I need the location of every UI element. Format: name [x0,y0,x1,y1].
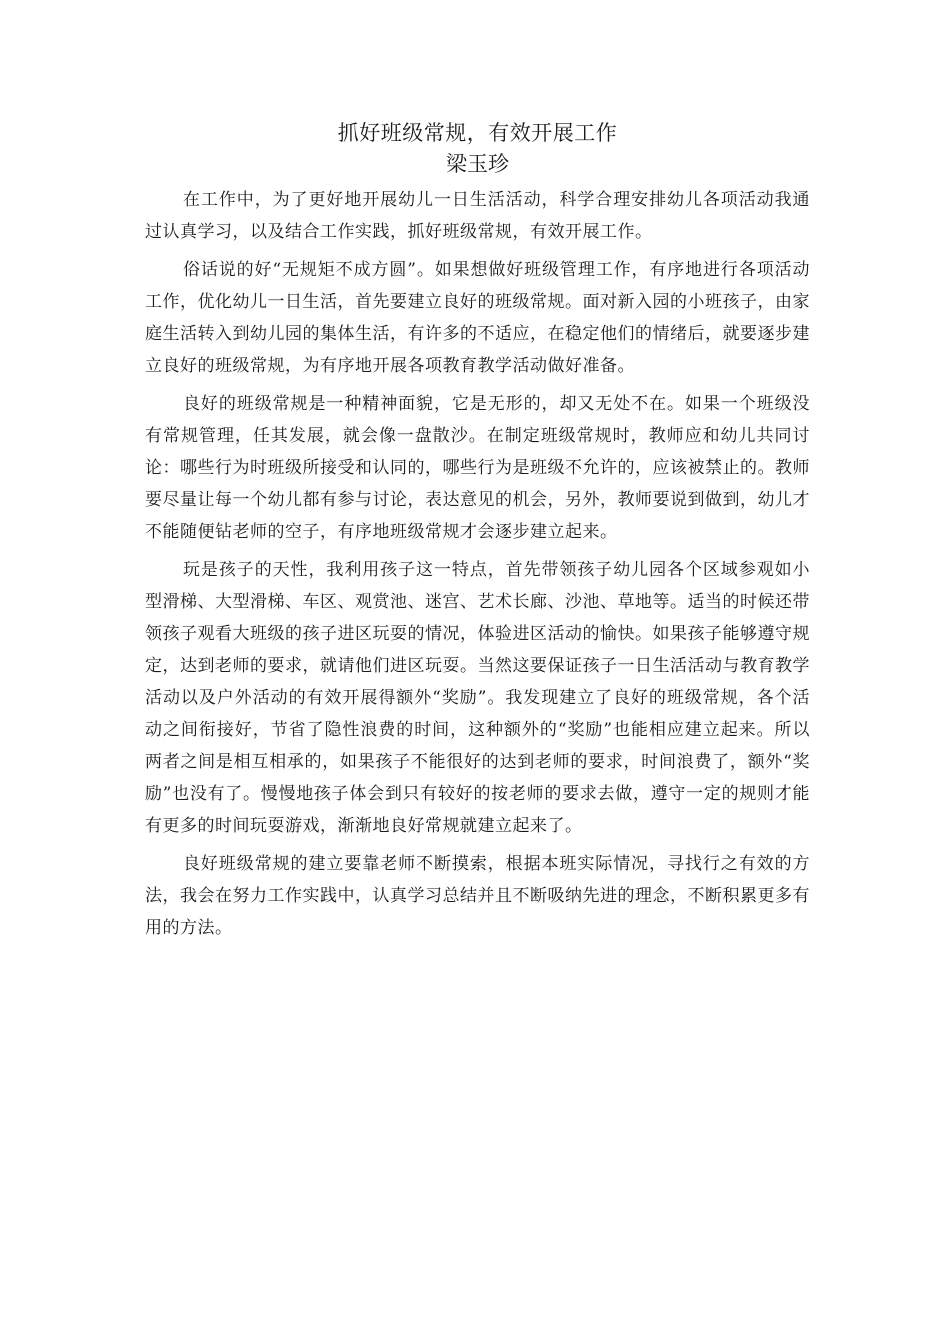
paragraph-1: 在工作中，为了更好地开展幼儿一日生活活动，科学合理安排幼儿各项活动我通过认真学习，以及结合工作实践，抓好班级常规，有效开展工作。 [145,190,810,242]
document-title: 抓好班级常规，有效开展工作 [337,121,618,145]
paragraph-2: 俗话说的好“无规矩不成方圆”。如果想做好班级管理工作，有序地进行各项活动工作，优化幼儿一日生活，首先要建立良好的班级常规。面对新入园的小班孩子，由家庭生活转入到幼儿园的集体生活，有许多的不适应，在稳定他们的情绪后，就要逐步建立良好的班级常规，为有序地开展各项教育教学活动做好准备。 [145,260,810,376]
document-page [145,118,810,950]
paragraph-4: 玩是孩子的天性，我利用孩子这一特点，首先带领孩子幼儿园各个区域参观如小型滑梯、大型滑梯、车区、观赏池、迷宫、艺术长廊、沙池、草地等。适当的时候还带领孩子观看大班级的孩子进区玩耍的情况，体验进区活动的愉快。如果孩子能够遵守规定，达到老师的要求，就请他们进区玩耍。当然这要保证孩子一日生活活动与教育教学活动以及户外活动的有效开展得额外“奖励”。我发现建立了良好的班级常规，各个活动之间衔接好，节省了隐性浪费的时间，这种额外的“奖励”也能相应建立起来。所以两者之间是相互相承的，如果孩子不能很好的达到老师的要求，时间浪费了，额外“奖励”也没有了。慢慢地孩子体会到只有较好的按老师的要求去做，遵守一定的规则才能有更多的时间玩耍游戏，渐渐地良好常规就建立起来了。 [145,560,810,836]
paragraph-3: 良好的班级常规是一种精神面貌，它是无形的，却又无处不在。如果一个班级没有常规管理，任其发展，就会像一盘散沙。在制定班级常规时，教师应和幼儿共同讨论：哪些行为时班级所接受和认同的，哪些行为是班级不允许的，应该被禁止的。教师要尽量让每一个幼儿都有参与讨论，表达意见的机会，另外，教师要说到做到，幼儿才不能随便钻老师的空子，有序地班级常规才会逐步建立起来。 [145,394,810,542]
paragraph-5: 良好班级常规的建立要靠老师不断摸索，根据本班实际情况，寻找行之有效的方法，我会在努力工作实践中，认真学习总结并且不断吸纳先进的理念，不断积累更多有用的方法。 [145,854,810,938]
document-author: 梁玉珍 [446,152,509,176]
